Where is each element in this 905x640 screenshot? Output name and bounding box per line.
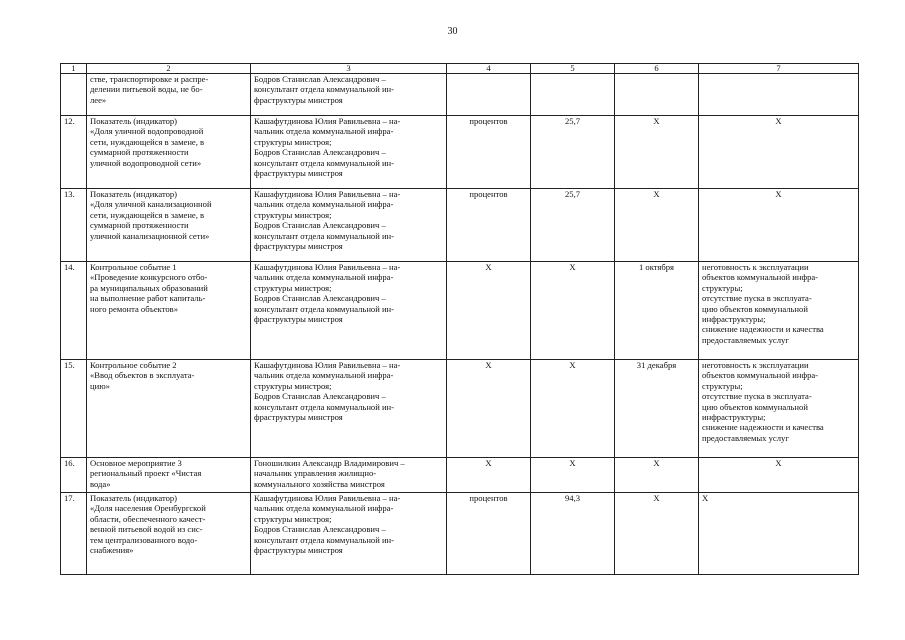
row-name: Основное мероприятие 3 региональный проект «Чистая вода» (87, 458, 251, 493)
row-responsible: Кашафутдинова Юлия Равильевна – на- чальник отдела коммунальной инфра- структуры минстроя; Бодров Станислав Александрович – консультант отдела коммунальной ин- фраструктуры минстроя (251, 262, 447, 360)
row-number: 12. (61, 116, 87, 189)
row-responsible: Гоношилкин Александр Владимирович – начальник управления жилищно- коммунального хозяйства минстроя (251, 458, 447, 493)
row-risk: X (699, 189, 859, 262)
row-value (531, 74, 615, 116)
table-row (61, 360, 859, 458)
row-unit: процентов (447, 493, 531, 575)
row-value: X (531, 262, 615, 360)
row-responsible: Бодров Станислав Александрович – консультант отдела коммунальной ин- фраструктуры минстроя (251, 74, 447, 116)
row-date: 31 декабря (615, 360, 699, 458)
row-date (615, 74, 699, 116)
row-value: 25,7 (531, 116, 615, 189)
column-number: 7 (699, 64, 859, 74)
row-date: X (615, 493, 699, 575)
row-number: 16. (61, 458, 87, 493)
row-value: 94,3 (531, 493, 615, 575)
row-risk (699, 74, 859, 116)
row-value: X (531, 360, 615, 458)
table-row (61, 74, 859, 116)
column-number: 4 (447, 64, 531, 74)
column-number: 6 (615, 64, 699, 74)
table-row (61, 493, 859, 575)
events-table (60, 63, 859, 575)
column-number-row (61, 64, 859, 74)
row-unit: процентов (447, 189, 531, 262)
row-number: 13. (61, 189, 87, 262)
row-number: 15. (61, 360, 87, 458)
table-row (61, 458, 859, 493)
row-name: Показатель (индикатор) «Доля населения Оренбургской области, обеспеченного качест- венной питьевой водой из сис- тем централизованного водо- снабжения» (87, 493, 251, 575)
row-unit (447, 74, 531, 116)
row-name: Показатель (индикатор) «Доля уличной водопроводной сети, нуждающейся в замене, в суммарной протяженности уличной водопроводной сети» (87, 116, 251, 189)
row-responsible: Кашафутдинова Юлия Равильевна – на- чальник отдела коммунальной инфра- структуры минстроя; Бодров Станислав Александрович – консультант отдела коммунальной ин- фраструктуры минстроя (251, 189, 447, 262)
row-risk: неготовность к эксплуатации объектов коммунальной инфра- структуры; отсутствие пуска в эксплуата- цию объектов коммунальной инфраструктуры; снижение надежности и качества предоставляемых услуг (699, 262, 859, 360)
row-responsible: Кашафутдинова Юлия Равильевна – на- чальник отдела коммунальной инфра- структуры минстроя; Бодров Станислав Александрович – консультант отдела коммунальной ин- фраструктуры минстроя (251, 493, 447, 575)
row-name: стве, транспортировке и распре- делении питьевой воды, не бо- лее» (87, 74, 251, 116)
row-unit: X (447, 360, 531, 458)
row-unit: X (447, 262, 531, 360)
column-number: 2 (87, 64, 251, 74)
row-name: Показатель (индикатор) «Доля уличной канализационной сети, нуждающейся в замене, в суммарной протяженности уличной канализационной сети» (87, 189, 251, 262)
row-date: X (615, 458, 699, 493)
row-name: Контрольное событие 2 «Ввод объектов в эксплуата- цию» (87, 360, 251, 458)
row-risk: X (699, 493, 859, 575)
row-name: Контрольное событие 1 «Проведение конкурсного отбо- ра муниципальных образований на выполнение работ капиталь- ного ремонта объектов» (87, 262, 251, 360)
row-number (61, 74, 87, 116)
column-number: 5 (531, 64, 615, 74)
column-number: 1 (61, 64, 87, 74)
row-value: 25,7 (531, 189, 615, 262)
row-date: X (615, 189, 699, 262)
page-number: 30 (447, 26, 458, 37)
row-value: X (531, 458, 615, 493)
table-row (61, 189, 859, 262)
row-unit: X (447, 458, 531, 493)
table-row (61, 116, 859, 189)
row-date: 1 октября (615, 262, 699, 360)
row-risk: X (699, 116, 859, 189)
row-number: 17. (61, 493, 87, 575)
row-date: X (615, 116, 699, 189)
row-risk: X (699, 458, 859, 493)
column-number: 3 (251, 64, 447, 74)
row-risk: неготовность к эксплуатации объектов коммунальной инфра- структуры; отсутствие пуска в эксплуата- цию объектов коммунальной инфраструктуры; снижение надежности и качества предоставляемых услуг (699, 360, 859, 458)
row-number: 14. (61, 262, 87, 360)
row-responsible: Кашафутдинова Юлия Равильевна – на- чальник отдела коммунальной инфра- структуры минстроя; Бодров Станислав Александрович – консультант отдела коммунальной ин- фраструктуры минстроя (251, 116, 447, 189)
row-unit: процентов (447, 116, 531, 189)
table-row (61, 262, 859, 360)
row-responsible: Кашафутдинова Юлия Равильевна – на- чальник отдела коммунальной инфра- структуры минстроя; Бодров Станислав Александрович – консультант отдела коммунальной ин- фраструктуры минстроя (251, 360, 447, 458)
